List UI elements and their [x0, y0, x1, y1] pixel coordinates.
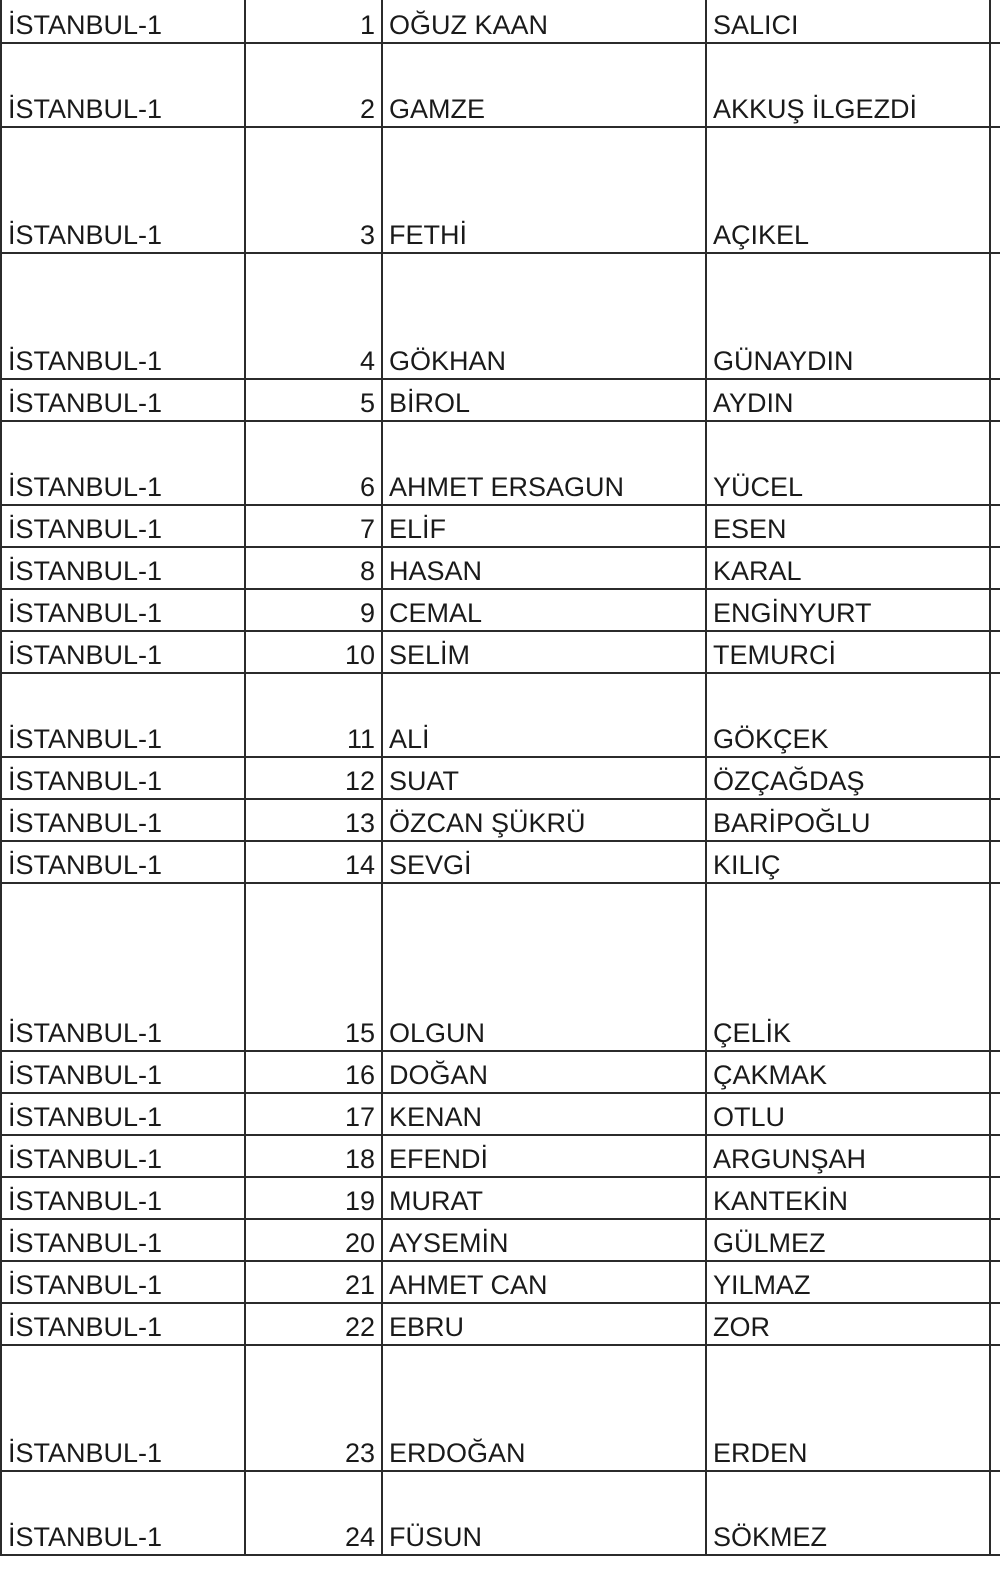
last-name-cell[interactable]: OTLU [706, 1093, 990, 1135]
empty-cell[interactable] [990, 253, 1000, 379]
empty-cell[interactable] [990, 757, 1000, 799]
last-name-cell[interactable]: BARİPOĞLU [706, 799, 990, 841]
city-cell[interactable]: İSTANBUL-1 [1, 379, 245, 421]
city-cell[interactable]: İSTANBUL-1 [1, 1135, 245, 1177]
first-name-cell[interactable]: MURAT [382, 1177, 706, 1219]
city-cell[interactable]: İSTANBUL-1 [1, 43, 245, 127]
city-cell[interactable]: İSTANBUL-1 [1, 0, 245, 43]
rank-number-cell[interactable]: 11 [245, 673, 382, 757]
city-cell[interactable]: İSTANBUL-1 [1, 1051, 245, 1093]
first-name-cell[interactable]: ERDOĞAN [382, 1345, 706, 1471]
table-row [1, 841, 1000, 883]
city-cell[interactable]: İSTANBUL-1 [1, 505, 245, 547]
last-name-cell[interactable]: SALICI [706, 0, 990, 43]
rank-number-cell[interactable]: 13 [245, 799, 382, 841]
first-name-cell[interactable]: ÖZCAN ŞÜKRÜ [382, 799, 706, 841]
last-name-cell[interactable]: KANTEKİN [706, 1177, 990, 1219]
first-name-cell[interactable]: GAMZE [382, 43, 706, 127]
empty-cell[interactable] [990, 1177, 1000, 1219]
table-row [1, 1051, 1000, 1093]
last-name-cell[interactable]: ENGİNYURT [706, 589, 990, 631]
rank-number-cell[interactable]: 1 [245, 0, 382, 43]
first-name-cell[interactable]: OLGUN [382, 883, 706, 1051]
empty-cell[interactable] [990, 673, 1000, 757]
last-name-cell[interactable]: AÇIKEL [706, 127, 990, 253]
table-row [1, 505, 1000, 547]
city-cell[interactable]: İSTANBUL-1 [1, 421, 245, 505]
rank-number-cell[interactable]: 20 [245, 1219, 382, 1261]
first-name-cell[interactable]: ALİ [382, 673, 706, 757]
rank-number-cell[interactable]: 15 [245, 883, 382, 1051]
rank-number-cell[interactable]: 23 [245, 1345, 382, 1471]
rank-number-cell[interactable]: 4 [245, 253, 382, 379]
first-name-cell[interactable]: HASAN [382, 547, 706, 589]
empty-cell[interactable] [990, 127, 1000, 253]
first-name-cell[interactable]: SEVGİ [382, 841, 706, 883]
city-cell[interactable]: İSTANBUL-1 [1, 1303, 245, 1345]
first-name-cell[interactable]: EBRU [382, 1303, 706, 1345]
city-cell[interactable]: İSTANBUL-1 [1, 1093, 245, 1135]
last-name-cell[interactable]: KILIÇ [706, 841, 990, 883]
last-name-cell[interactable]: ÇAKMAK [706, 1051, 990, 1093]
table-row [1, 1345, 1000, 1471]
table-row [1, 1093, 1000, 1135]
rank-number-cell[interactable]: 18 [245, 1135, 382, 1177]
first-name-cell[interactable]: SELİM [382, 631, 706, 673]
first-name-cell[interactable]: AHMET CAN [382, 1261, 706, 1303]
table-body [1, 0, 1000, 1555]
rank-number-cell[interactable]: 12 [245, 757, 382, 799]
table-row [1, 421, 1000, 505]
rank-number-cell[interactable]: 22 [245, 1303, 382, 1345]
rank-number-cell[interactable]: 6 [245, 421, 382, 505]
rank-number-cell[interactable]: 10 [245, 631, 382, 673]
table-row [1, 253, 1000, 379]
empty-cell[interactable] [990, 1051, 1000, 1093]
last-name-cell[interactable]: GÖKÇEK [706, 673, 990, 757]
table-row [1, 547, 1000, 589]
city-cell[interactable]: İSTANBUL-1 [1, 1261, 245, 1303]
empty-cell[interactable] [990, 43, 1000, 127]
last-name-cell[interactable]: ESEN [706, 505, 990, 547]
city-cell[interactable]: İSTANBUL-1 [1, 757, 245, 799]
rank-number-cell[interactable]: 8 [245, 547, 382, 589]
table-row [1, 1303, 1000, 1345]
empty-cell[interactable] [990, 547, 1000, 589]
city-cell[interactable]: İSTANBUL-1 [1, 547, 245, 589]
city-cell[interactable]: İSTANBUL-1 [1, 589, 245, 631]
empty-cell[interactable] [990, 1261, 1000, 1303]
table-row [1, 883, 1000, 1051]
city-cell[interactable]: İSTANBUL-1 [1, 631, 245, 673]
city-cell[interactable]: İSTANBUL-1 [1, 799, 245, 841]
rank-number-cell[interactable]: 9 [245, 589, 382, 631]
city-cell[interactable]: İSTANBUL-1 [1, 127, 245, 253]
rank-number-cell[interactable]: 5 [245, 379, 382, 421]
last-name-cell[interactable]: GÜNAYDIN [706, 253, 990, 379]
rank-number-cell[interactable]: 19 [245, 1177, 382, 1219]
first-name-cell[interactable]: SUAT [382, 757, 706, 799]
rank-number-cell[interactable]: 24 [245, 1471, 382, 1555]
last-name-cell[interactable]: YÜCEL [706, 421, 990, 505]
last-name-cell[interactable]: GÜLMEZ [706, 1219, 990, 1261]
empty-cell[interactable] [990, 0, 1000, 43]
last-name-cell[interactable]: ARGUNŞAH [706, 1135, 990, 1177]
first-name-cell[interactable]: EFENDİ [382, 1135, 706, 1177]
empty-cell[interactable] [990, 1093, 1000, 1135]
city-cell[interactable]: İSTANBUL-1 [1, 1471, 245, 1555]
empty-cell[interactable] [990, 799, 1000, 841]
empty-cell[interactable] [990, 1471, 1000, 1555]
table-row [1, 757, 1000, 799]
last-name-cell[interactable]: SÖKMEZ [706, 1471, 990, 1555]
city-cell[interactable]: İSTANBUL-1 [1, 1177, 245, 1219]
city-cell[interactable]: İSTANBUL-1 [1, 841, 245, 883]
first-name-cell[interactable]: DOĞAN [382, 1051, 706, 1093]
first-name-cell[interactable]: AHMET ERSAGUN [382, 421, 706, 505]
table-row [1, 379, 1000, 421]
rank-number-cell[interactable]: 16 [245, 1051, 382, 1093]
first-name-cell[interactable]: AYSEMİN [382, 1219, 706, 1261]
last-name-cell[interactable]: YILMAZ [706, 1261, 990, 1303]
first-name-cell[interactable]: BİROL [382, 379, 706, 421]
rank-number-cell[interactable]: 17 [245, 1093, 382, 1135]
table-row [1, 127, 1000, 253]
table-row [1, 631, 1000, 673]
rank-number-cell[interactable]: 3 [245, 127, 382, 253]
last-name-cell[interactable]: ERDEN [706, 1345, 990, 1471]
rank-number-cell[interactable]: 14 [245, 841, 382, 883]
last-name-cell[interactable]: TEMURCİ [706, 631, 990, 673]
rank-number-cell[interactable]: 21 [245, 1261, 382, 1303]
last-name-cell[interactable]: ZOR [706, 1303, 990, 1345]
city-cell[interactable]: İSTANBUL-1 [1, 1219, 245, 1261]
first-name-cell[interactable]: OĞUZ KAAN [382, 0, 706, 43]
first-name-cell[interactable]: FÜSUN [382, 1471, 706, 1555]
city-cell[interactable]: İSTANBUL-1 [1, 1345, 245, 1471]
first-name-cell[interactable]: CEMAL [382, 589, 706, 631]
last-name-cell[interactable]: ÖZÇAĞDAŞ [706, 757, 990, 799]
city-cell[interactable]: İSTANBUL-1 [1, 253, 245, 379]
table-row [1, 589, 1000, 631]
empty-cell[interactable] [990, 631, 1000, 673]
empty-cell[interactable] [990, 883, 1000, 1051]
table-row [1, 1177, 1000, 1219]
city-cell[interactable]: İSTANBUL-1 [1, 673, 245, 757]
last-name-cell[interactable]: AKKUŞ İLGEZDİ [706, 43, 990, 127]
last-name-cell[interactable]: KARAL [706, 547, 990, 589]
table-row [1, 43, 1000, 127]
last-name-cell[interactable]: AYDIN [706, 379, 990, 421]
table-row [1, 0, 1000, 43]
rank-number-cell[interactable]: 7 [245, 505, 382, 547]
last-name-cell[interactable]: ÇELİK [706, 883, 990, 1051]
table-row [1, 1135, 1000, 1177]
city-cell[interactable]: İSTANBUL-1 [1, 883, 245, 1051]
table-row [1, 1471, 1000, 1555]
first-name-cell[interactable]: FETHİ [382, 127, 706, 253]
first-name-cell[interactable]: GÖKHAN [382, 253, 706, 379]
empty-cell[interactable] [990, 1135, 1000, 1177]
table-row [1, 673, 1000, 757]
table-row [1, 1219, 1000, 1261]
empty-cell[interactable] [990, 1303, 1000, 1345]
table-row [1, 1261, 1000, 1303]
empty-cell[interactable] [990, 421, 1000, 505]
empty-cell[interactable] [990, 589, 1000, 631]
empty-cell[interactable] [990, 1219, 1000, 1261]
first-name-cell[interactable]: KENAN [382, 1093, 706, 1135]
empty-cell[interactable] [990, 1345, 1000, 1471]
empty-cell[interactable] [990, 505, 1000, 547]
first-name-cell[interactable]: ELİF [382, 505, 706, 547]
rank-number-cell[interactable]: 2 [245, 43, 382, 127]
empty-cell[interactable] [990, 379, 1000, 421]
table-row [1, 799, 1000, 841]
empty-cell[interactable] [990, 841, 1000, 883]
